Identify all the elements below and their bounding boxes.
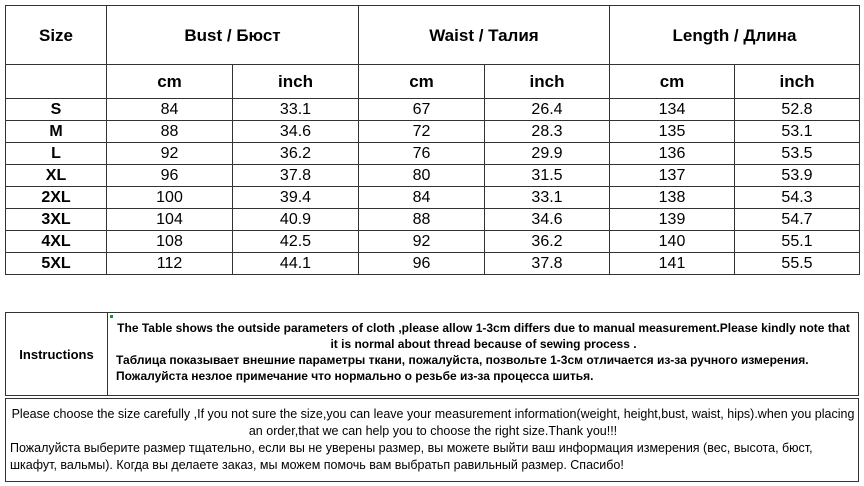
cell-length-cm: 139: [610, 209, 735, 231]
cell-length-cm: 140: [610, 231, 735, 253]
instructions-english: The Table shows the outside parameters of cloth ,please allow 1-3cm differs due to manual measurement.Please kindly note that it is normal about thread because of sewing process .: [117, 321, 850, 351]
cell-bust-in: 44.1: [233, 253, 359, 275]
cell-bust-cm: 96: [107, 165, 233, 187]
cell-length-cm: 135: [610, 121, 735, 143]
cell-waist-in: 28.3: [485, 121, 610, 143]
cell-length-in: 53.9: [735, 165, 860, 187]
cell-waist-cm: 76: [359, 143, 485, 165]
cell-waist-in: 34.6: [485, 209, 610, 231]
header-waist: Waist / Талия: [359, 6, 610, 65]
cell-length-in: 53.5: [735, 143, 860, 165]
cell-size: 2XL: [6, 187, 107, 209]
green-dot-marker: [110, 315, 113, 318]
cell-length-cm: 134: [610, 99, 735, 121]
cell-bust-in: 40.9: [233, 209, 359, 231]
cell-bust-in: 37.8: [233, 165, 359, 187]
cell-length-in: 53.1: [735, 121, 860, 143]
instructions-text: [116, 320, 851, 384]
table-row: [6, 121, 860, 143]
cell-size: 4XL: [6, 231, 107, 253]
header-size: Size: [6, 6, 107, 65]
notice-english: Please choose the size carefully ,If you not sure the size,you can leave your measurement information(weight, height,bust, waist, hips).when you placing an order,that we can help you to choose the right size.Thank you!!!: [11, 407, 855, 438]
unit-bust-cm: cm: [107, 65, 233, 99]
cell-length-cm: 141: [610, 253, 735, 275]
cell-size: 3XL: [6, 209, 107, 231]
table-row: [6, 187, 860, 209]
cell-bust-cm: 112: [107, 253, 233, 275]
cell-length-cm: 137: [610, 165, 735, 187]
notice-russian: Пожалуйста выберите размер тщательно, если вы не уверены размер, вы можете выйти ваш информация измерения (вес, высота, бюст, шкафут, вальмы). Когда вы делаете заказ, мы можем помочь вам выбратьп равильный размер. Спасибо!: [10, 441, 813, 472]
instructions-label: Instructions: [6, 313, 108, 395]
header-row: [6, 6, 860, 65]
cell-bust-in: 34.6: [233, 121, 359, 143]
cell-waist-cm: 84: [359, 187, 485, 209]
table-row: [6, 165, 860, 187]
cell-waist-cm: 96: [359, 253, 485, 275]
cell-waist-cm: 67: [359, 99, 485, 121]
cell-waist-in: 36.2: [485, 231, 610, 253]
table-row: [6, 231, 860, 253]
cell-bust-cm: 92: [107, 143, 233, 165]
cell-size: L: [6, 143, 107, 165]
cell-bust-in: 33.1: [233, 99, 359, 121]
cell-waist-in: 31.5: [485, 165, 610, 187]
cell-waist-in: 26.4: [485, 99, 610, 121]
cell-bust-cm: 84: [107, 99, 233, 121]
cell-size: XL: [6, 165, 107, 187]
cell-bust-cm: 104: [107, 209, 233, 231]
units-blank-cell: [6, 65, 107, 99]
unit-length-cm: cm: [610, 65, 735, 99]
cell-length-cm: 138: [610, 187, 735, 209]
instructions-box: [5, 312, 859, 396]
cell-waist-cm: 72: [359, 121, 485, 143]
table-row: [6, 143, 860, 165]
size-chart-table: [5, 5, 860, 275]
table-body: [6, 99, 860, 275]
unit-bust-inch: inch: [233, 65, 359, 99]
header-length: Length / Длина: [610, 6, 860, 65]
table-row: [6, 99, 860, 121]
instructions-russian: Таблица показывает внешние параметры ткани, пожалуйста, позвольте 1-3см отличается из-за ручного измерения. Пожалуйста незлое примечание что нормально о резьбе из-за процесса шитья.: [116, 353, 809, 383]
unit-waist-cm: cm: [359, 65, 485, 99]
cell-size: 5XL: [6, 253, 107, 275]
size-notice-text: [10, 406, 856, 474]
cell-length-cm: 136: [610, 143, 735, 165]
cell-waist-in: 29.9: [485, 143, 610, 165]
cell-waist-in: 37.8: [485, 253, 610, 275]
cell-length-in: 55.1: [735, 231, 860, 253]
cell-waist-cm: 80: [359, 165, 485, 187]
cell-waist-cm: 88: [359, 209, 485, 231]
cell-waist-in: 33.1: [485, 187, 610, 209]
cell-bust-in: 36.2: [233, 143, 359, 165]
cell-length-in: 54.7: [735, 209, 860, 231]
unit-length-inch: inch: [735, 65, 860, 99]
cell-bust-cm: 88: [107, 121, 233, 143]
cell-bust-cm: 100: [107, 187, 233, 209]
cell-bust-in: 42.5: [233, 231, 359, 253]
cell-waist-cm: 92: [359, 231, 485, 253]
cell-size: S: [6, 99, 107, 121]
cell-length-in: 55.5: [735, 253, 860, 275]
size-notice-box: [5, 398, 859, 482]
cell-length-in: 54.3: [735, 187, 860, 209]
table-row: [6, 253, 860, 275]
units-row: [6, 65, 860, 99]
cell-bust-in: 39.4: [233, 187, 359, 209]
table-row: [6, 209, 860, 231]
header-bust: Bust / Бюст: [107, 6, 359, 65]
cell-size: M: [6, 121, 107, 143]
cell-bust-cm: 108: [107, 231, 233, 253]
cell-length-in: 52.8: [735, 99, 860, 121]
unit-waist-inch: inch: [485, 65, 610, 99]
